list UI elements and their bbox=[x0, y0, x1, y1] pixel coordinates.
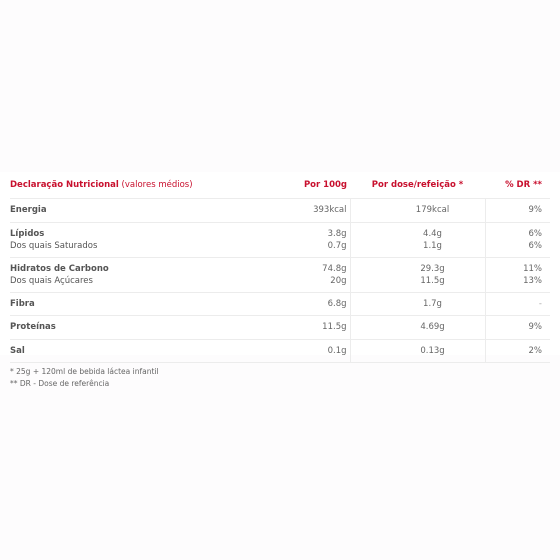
row-label: Proteínas bbox=[10, 322, 56, 333]
value-per-dose: 29.3g bbox=[420, 263, 445, 274]
table-header-row bbox=[10, 172, 550, 199]
footnotes bbox=[10, 366, 159, 390]
header-per-dose: Por dose/refeição * bbox=[350, 172, 485, 199]
row-label: Sal bbox=[10, 345, 25, 356]
value-dr: - bbox=[538, 298, 542, 309]
table-row-lipidos bbox=[10, 222, 550, 257]
row-label: Energia bbox=[10, 205, 47, 216]
value-dr: 11% bbox=[523, 263, 542, 274]
footnote-dose: * 25g + 120ml de bebida láctea infantil bbox=[10, 367, 159, 376]
value-per-dose: 1.7g bbox=[423, 298, 442, 309]
value-dr: 6% bbox=[528, 228, 542, 239]
value-per-100g: 11.5g bbox=[322, 322, 347, 333]
value-per-dose: 4.4g bbox=[423, 228, 442, 239]
value-per-100g: 74.8g bbox=[322, 263, 347, 274]
value-per-100g-sub: 0.7g bbox=[327, 240, 347, 251]
table-row-fibra bbox=[10, 292, 550, 316]
value-per-dose: 0.13g bbox=[420, 345, 445, 356]
row-label: Fibra bbox=[10, 298, 35, 309]
table-row-proteinas bbox=[10, 316, 550, 340]
value-dr: 2% bbox=[528, 345, 542, 356]
value-dr-sub: 13% bbox=[523, 275, 542, 286]
nutrition-table bbox=[10, 172, 550, 363]
value-per-100g: 3.8g bbox=[327, 228, 347, 239]
table-row-sal bbox=[10, 339, 550, 363]
value-per-100g: 393kcal bbox=[313, 205, 347, 216]
value-per-dose-sub: 1.1g bbox=[423, 240, 442, 251]
value-dr-sub: 6% bbox=[528, 240, 542, 251]
value-dr: 9% bbox=[528, 322, 542, 333]
value-per-100g: 0.1g bbox=[327, 345, 347, 356]
header-declaration-sub: (valores médios) bbox=[118, 180, 193, 190]
header-declaration-main: Declaração Nutricional bbox=[10, 180, 119, 190]
footnote-dr: ** DR - Dose de referência bbox=[10, 379, 110, 388]
row-sublabel: Dos quais Saturados bbox=[10, 240, 98, 251]
header-per-100g: Por 100g bbox=[250, 172, 350, 199]
value-per-100g-sub: 20g bbox=[330, 275, 347, 286]
value-per-dose: 179kcal bbox=[415, 205, 450, 216]
value-dr: 9% bbox=[528, 205, 542, 216]
value-per-dose: 4.69g bbox=[420, 322, 445, 333]
table-row-hidratos bbox=[10, 257, 550, 292]
row-label: Hidratos de Carbono bbox=[10, 263, 109, 274]
row-label: Lípidos bbox=[10, 228, 45, 239]
value-per-dose-sub: 11.5g bbox=[420, 275, 445, 286]
value-per-100g: 6.8g bbox=[327, 298, 347, 309]
header-declaration bbox=[10, 172, 250, 199]
row-sublabel: Dos quais Açúcares bbox=[10, 275, 93, 286]
header-dr: % DR ** bbox=[485, 172, 550, 199]
table-row-energia bbox=[10, 199, 550, 223]
